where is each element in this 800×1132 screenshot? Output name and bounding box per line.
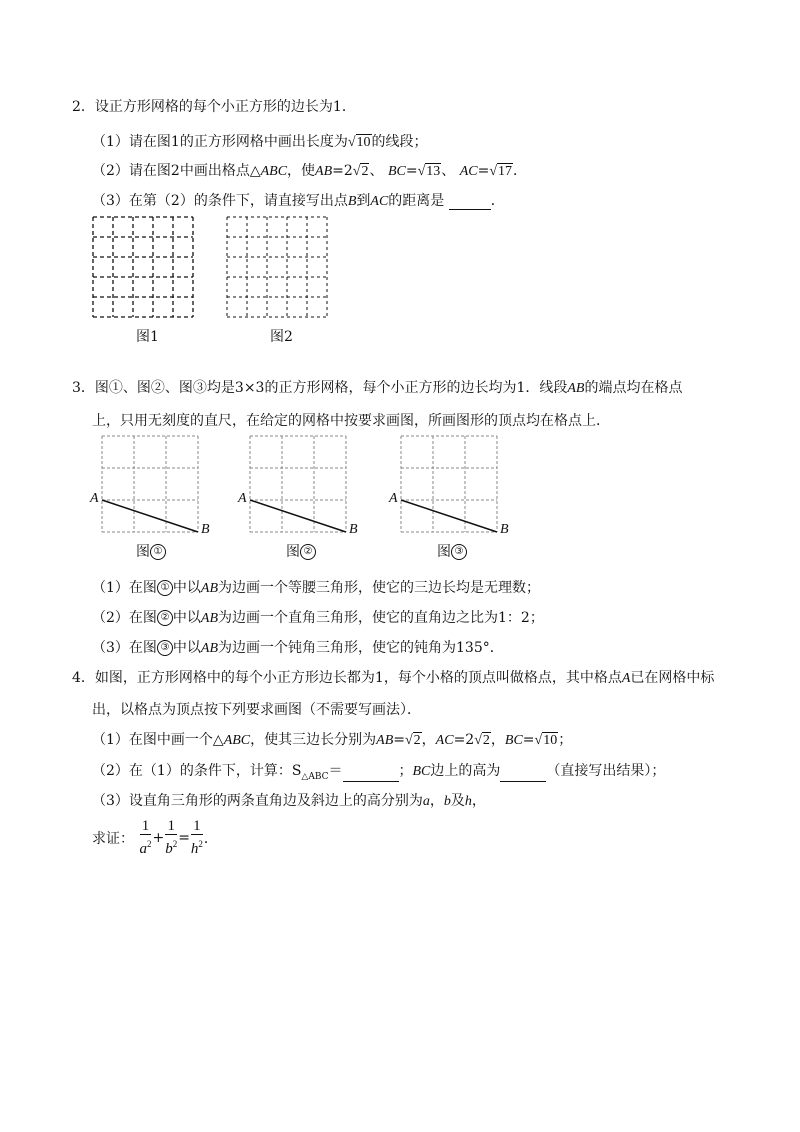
text: ，使其三边长分别为 (250, 732, 377, 748)
segment-name: AC (435, 733, 454, 748)
point-b-label: B (500, 522, 509, 537)
segment-name: BC (387, 164, 406, 179)
text: 为边画一个直角三角形，使它的直角边之比为1：2； (218, 610, 544, 626)
subscript: △ABC (301, 771, 329, 782)
text: （1）在图中画一个△ (92, 732, 224, 748)
segment-name: AC (459, 164, 478, 179)
sqrt-expression: √17 (489, 164, 513, 179)
text: = (178, 830, 190, 846)
text: （3）在第（2）的条件下，请直接写出点 (92, 193, 348, 209)
radicand: 10 (543, 733, 558, 748)
point-b-label: B (349, 522, 358, 537)
question-number: 2． (72, 99, 95, 115)
variable: b (165, 841, 173, 857)
grid-figure-q3-2 (250, 436, 350, 536)
variable: h (464, 794, 472, 809)
figure-q3-3-caption (437, 541, 467, 561)
q4-part1 (92, 729, 572, 749)
segment-name: BC (504, 733, 523, 748)
text: 边上的高为 (430, 763, 501, 779)
segment-name: AB (315, 164, 333, 179)
segment-name: AC (370, 194, 389, 209)
text: （2）在图 (92, 610, 157, 626)
sqrt-expression: √2 (352, 164, 369, 179)
text: ， (429, 793, 444, 809)
q3-part3 (92, 637, 504, 657)
segment-name: AB (200, 641, 219, 656)
segment-name: AB (200, 611, 219, 626)
q2-part3 (92, 190, 505, 210)
radicand: 2 (413, 733, 421, 748)
q3-part1 (92, 577, 540, 597)
segment-ab (102, 500, 198, 532)
text: （3）设直角三角形的两条直角边及斜边上的高分别为 (92, 793, 423, 809)
text: 中以 (172, 610, 201, 626)
variable: h (190, 841, 199, 857)
grid-figure-1 (92, 216, 196, 320)
q3-part2 (92, 607, 544, 627)
circled-number: ① (150, 544, 166, 560)
circled-number: ② (157, 610, 173, 626)
circled-number: ② (300, 544, 316, 560)
q4-line2: 出，以格点为顶点按下列要求画图（不需要写画法）． (92, 702, 421, 718)
answer-blank[interactable] (449, 197, 491, 210)
text: 的线段； (371, 134, 428, 150)
question-number: 4． (72, 670, 95, 686)
grid-figure-q3-1 (102, 436, 202, 536)
text: = (477, 163, 490, 179)
variable: b (443, 794, 451, 809)
text: 的距离是 (388, 193, 445, 209)
fraction (191, 818, 203, 858)
text: ， (421, 732, 436, 748)
text: ， (471, 793, 486, 809)
exponent: 2 (146, 839, 152, 849)
text: 的端点均在格点 (584, 380, 683, 396)
fraction (139, 818, 151, 858)
radicand: 2 (482, 733, 490, 748)
text: 如图，正方形网格中的每个小正方形边长都为1，每个小格的顶点叫做格点，其中格点 (94, 670, 622, 686)
text: 图 (437, 544, 451, 560)
text: + (152, 830, 165, 846)
q2-heading (72, 96, 356, 116)
text: 图 (136, 544, 150, 560)
text: ， (490, 732, 505, 748)
text: （直接写出结果）； (546, 763, 666, 779)
height-answer-blank[interactable] (500, 769, 546, 782)
text: =2 (332, 163, 353, 179)
text: = (522, 732, 535, 748)
point-name: A (621, 671, 631, 686)
grid-figure-2 (226, 216, 330, 320)
text: 已在网格中标 (630, 670, 715, 686)
segment-name: AB (376, 733, 394, 748)
text: 及 (450, 793, 465, 809)
variable: a (422, 794, 430, 809)
text: ． (513, 163, 528, 179)
point-a-label: A (389, 491, 398, 506)
text: 到 (356, 193, 371, 209)
text: 中以 (172, 640, 201, 656)
sqrt-expression: √10 (534, 733, 558, 748)
point-b-label: B (201, 522, 210, 537)
segment-ab (401, 500, 497, 532)
text: = (405, 163, 418, 179)
figure-q3-2-caption (286, 541, 316, 561)
q2-part2 (92, 160, 527, 180)
variable: a (139, 841, 147, 857)
area-answer-blank[interactable] (343, 769, 399, 782)
denominator (191, 835, 203, 858)
text: ； (398, 763, 413, 779)
figure-2-caption: 图2 (270, 329, 293, 345)
numerator: 1 (167, 818, 175, 834)
exponent: 2 (198, 839, 203, 849)
denominator (165, 835, 177, 858)
point-a-label: A (90, 491, 99, 506)
triangle-name: ABC (223, 733, 251, 748)
text: ，使 (287, 163, 316, 179)
point-a-label: A (238, 491, 247, 506)
text: （2）请在图2中画出格点△ (92, 163, 261, 179)
q3-line2: 上，只用无刻度的直尺，在给定的网格中按要求画图，所画图形的顶点均在格点上． (92, 413, 610, 429)
text: = (393, 732, 405, 748)
text: （1）请在图1的正方形网格中画出长度为 (92, 134, 348, 150)
numerator: 1 (141, 818, 150, 834)
grid-figure-q3-3 (401, 436, 501, 536)
text: ＝ (328, 763, 343, 779)
triangle-name: ABC (260, 164, 288, 179)
text: ； (558, 732, 573, 748)
text: 图①、图②、图③均是3×3的正方形网格，每个小正方形的边长均为1．线段 (94, 380, 568, 396)
text: （2）在（1）的条件下，计算：S (92, 763, 302, 779)
denominator (139, 835, 151, 858)
sqrt-expression: √2 (404, 733, 421, 748)
radicand: 17 (498, 164, 513, 179)
segment-name: BC (412, 764, 431, 779)
circled-number: ③ (157, 640, 173, 656)
circled-number: ① (157, 580, 173, 596)
figure-q3-1-caption (136, 541, 166, 561)
sqrt-expression: √13 (417, 164, 441, 179)
text: （3）在图 (92, 640, 157, 656)
segment-name: AB (567, 381, 585, 396)
text: =2 (453, 732, 475, 748)
sqrt-expression: √2 (474, 733, 490, 748)
point-name: B (347, 194, 357, 209)
q2-part1 (92, 131, 428, 151)
text: 、 (369, 163, 384, 179)
q4-part2 (92, 760, 665, 782)
question-number: 3． (72, 380, 95, 396)
q4-proof (92, 818, 218, 858)
circled-number: ③ (451, 544, 467, 560)
fraction (165, 818, 177, 858)
q4-heading (72, 667, 714, 687)
question-text: 设正方形网格的每个小正方形的边长为1． (94, 99, 356, 115)
sqrt-expression: √10 (347, 135, 371, 150)
text: 为边画一个钝角三角形，使它的钝角为135°． (218, 640, 504, 656)
text: 图 (286, 544, 300, 560)
q4-part3 (92, 790, 486, 810)
text: ． (490, 193, 505, 209)
text: ． (203, 831, 218, 847)
text: 中以 (172, 580, 201, 596)
exponent: 2 (172, 839, 178, 849)
radicand: 10 (356, 135, 371, 150)
text: （1）在图 (92, 580, 157, 596)
numerator: 1 (193, 818, 201, 834)
figure-1-caption: 图1 (136, 329, 159, 345)
radicand: 13 (426, 164, 441, 179)
radicand: 2 (361, 164, 369, 179)
text: 为边画一个等腰三角形，使它的三边长均是无理数； (218, 580, 541, 596)
text: 、 (441, 163, 456, 179)
segment-name: AB (200, 581, 219, 596)
q3-heading (72, 377, 682, 397)
segment-ab (250, 500, 346, 532)
text: 求证： (92, 831, 134, 847)
